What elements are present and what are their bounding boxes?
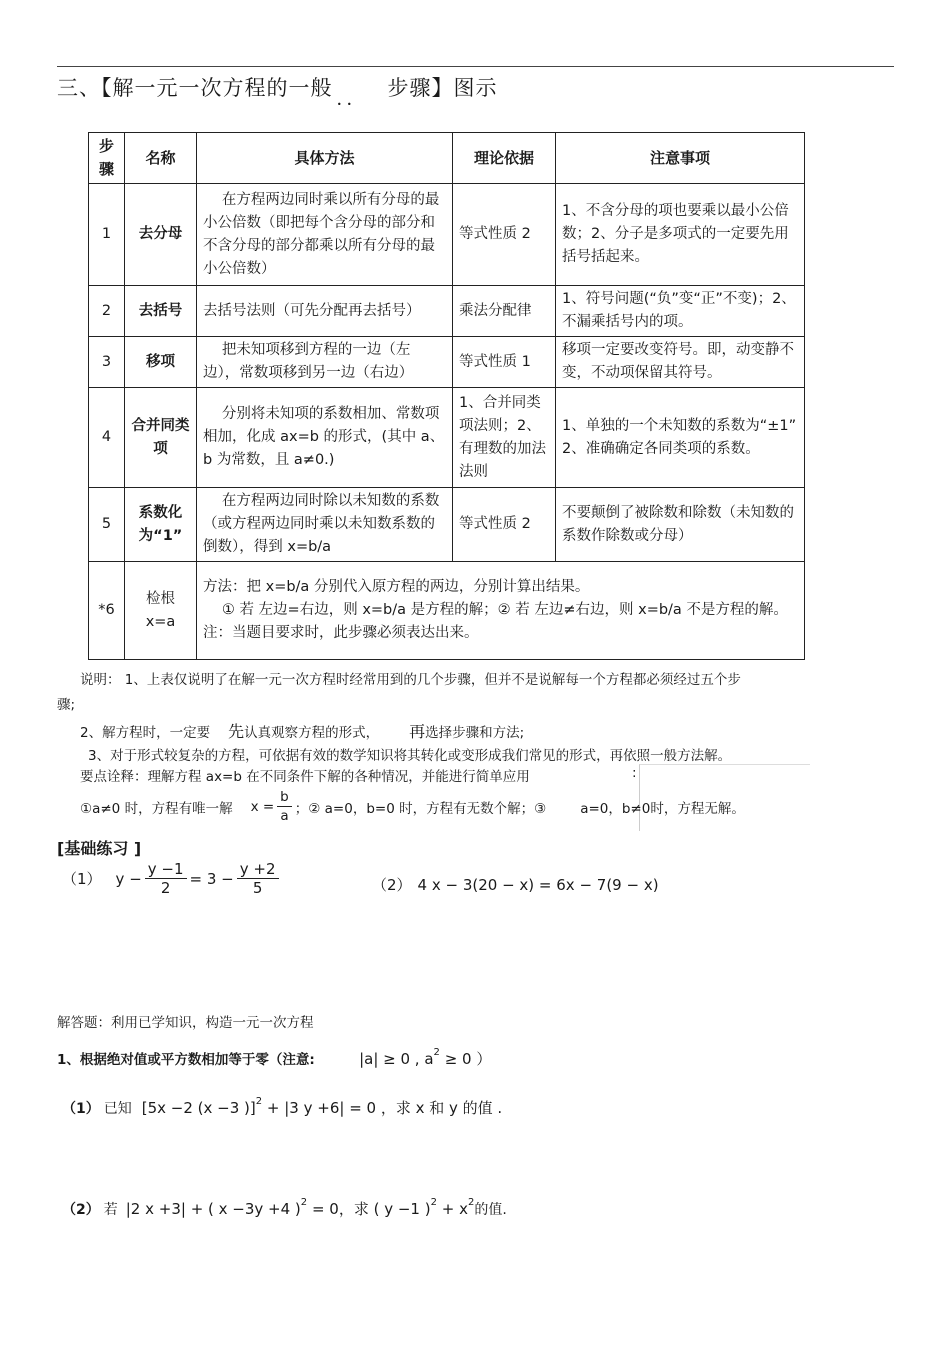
- header-note: 注意事项: [556, 133, 805, 184]
- question-1: [57, 1048, 491, 1069]
- step-name: 合并同类项: [125, 388, 197, 488]
- step-name: 移项: [125, 337, 197, 388]
- title-rest: 步骤】图示: [387, 76, 498, 100]
- subquestion-2-sup3: 2: [467, 1197, 475, 1208]
- subquestion-2-text: 若: [103, 1202, 118, 1218]
- step-method: [197, 562, 805, 660]
- practice-1-fraction-1: [145, 860, 187, 897]
- subquestion-2-math: |2 x +3| + ( x −3y +4 ): [125, 1200, 301, 1218]
- answers-intro: 解答题：利用已学知识，构造一元一次方程: [57, 1015, 314, 1031]
- note-2: [80, 719, 524, 742]
- practice-heading: [基础练习 ]: [57, 839, 142, 858]
- subquestion-1-math: [5x −2 (x −3 )]: [141, 1099, 256, 1117]
- table-row: [89, 184, 805, 286]
- note-1: 说明： 1、上表仅说明了在解一元一次方程时经常用到的几个步骤，但并不是说解每一个方程都必须经过五个步: [80, 672, 741, 688]
- header-step: 步骤: [89, 133, 125, 184]
- steps-table: [88, 132, 805, 660]
- question-1-text: 1、根据绝对值或平方数相加等于零（注意:: [57, 1052, 315, 1068]
- note-2-c: 认真观察方程的形式，: [244, 725, 380, 741]
- step-method: 分别将未知项的系数相加、常数项相加，化成 ax=b 的形式，(其中 a、b 为常数，且 a≠0.): [197, 388, 453, 488]
- fraction-denominator: a: [280, 808, 289, 824]
- subquestion-2-label: （2）: [62, 1202, 100, 1218]
- table-row: [89, 488, 805, 562]
- case-3: a=0，b≠0时，方程无解。: [580, 800, 745, 817]
- keypoint: 要点诠释：理解方程 ax=b 在不同条件下解的各种情况，并能进行简单应用: [80, 769, 530, 785]
- question-1-end: ≥ 0 ）: [439, 1050, 492, 1068]
- fraction-numerator: b: [277, 788, 292, 807]
- step-name: 系数化为“1”: [125, 488, 197, 562]
- fraction-denominator: 5: [252, 879, 263, 897]
- fraction-numerator: y −1: [145, 860, 187, 879]
- step-note: 1、单独的一个未知数的系数为“±1” 2、准确确定各同类项的系数。: [556, 388, 805, 488]
- table-row: [89, 286, 805, 337]
- case-1-fraction: [277, 788, 292, 825]
- step-basis: 等式性质 2: [453, 488, 556, 562]
- case-1: ①a≠0 时，方程有唯一解: [80, 800, 233, 817]
- step-name-sub: x=a: [145, 613, 176, 630]
- check-condition-line: ① 若 左边=右边，则 x=b/a 是方程的解；② 若 左边≠右边，则 x=b/a 不是方程的解。: [221, 602, 788, 618]
- practice-2: [372, 874, 659, 895]
- subquestion-2-sup2: 2: [430, 1197, 437, 1208]
- subquestion-1-math2: + |3 y +6| = 0 ，求 x 和 y 的值 .: [262, 1099, 503, 1117]
- note-3: 3、对于形式较复杂的方程，可依据有效的数学知识将其转化或变形成我们常见的形式，再依照一般方法解。: [88, 748, 732, 764]
- step-basis: 等式性质 1: [453, 337, 556, 388]
- table-row: [89, 337, 805, 388]
- practice-1-lhs: y −: [115, 869, 142, 888]
- check-remark-line: 注：当题目要求时，此步骤必须表达出来。: [203, 625, 479, 641]
- table-header-row: [89, 133, 805, 184]
- step-method: 去括号法则（可先分配再去括号）: [197, 286, 453, 337]
- note-2-a: 2、解方程时，一定要: [80, 725, 211, 741]
- subquestion-2-end: 的值.: [474, 1202, 507, 1218]
- step-number: 1: [89, 184, 125, 286]
- table-row: [89, 388, 805, 488]
- section-title: [57, 72, 498, 110]
- practice-2-label: （2）: [372, 876, 412, 894]
- note-2-e: 选择步骤和方法;: [425, 725, 525, 741]
- step-name-label: 检根: [146, 590, 175, 607]
- step-basis: 乘法分配律: [453, 286, 556, 337]
- step-name: 去括号: [125, 286, 197, 337]
- step-name: 去分母: [125, 184, 197, 286]
- question-1-sup: 2: [433, 1047, 440, 1058]
- step-note: 不要颠倒了被除数和除数（未知数的系数作除数或分母）: [556, 488, 805, 562]
- practice-1-fraction-2: [237, 860, 279, 897]
- step-name: [125, 562, 197, 660]
- practice-1-label: （1）: [62, 870, 102, 888]
- table-row: [89, 562, 805, 660]
- case-2: ；② a=0，b=0 时，方程有无数个解；③: [294, 800, 547, 817]
- subquestion-1: [62, 1097, 502, 1118]
- subquestion-2-math2: = 0，求 ( y −1 ): [307, 1200, 431, 1218]
- note-1-cont: 骤;: [57, 697, 76, 713]
- subquestion-1-text: 已知: [103, 1101, 132, 1117]
- step-note: 1、符号问题(“负”变“正”不变)；2、不漏乘括号内的项。: [556, 286, 805, 337]
- top-rule: [57, 66, 894, 67]
- subquestion-2: [62, 1198, 507, 1219]
- step-number: 4: [89, 388, 125, 488]
- step-note: 1、不含分母的项也要乘以最小公倍数；2、分子是多项式的一定要先用括号括起来。: [556, 184, 805, 286]
- step-basis: 等式性质 2: [453, 184, 556, 286]
- check-method-line: 方法：把 x=b/a 分别代入原方程的两边，分别计算出结果。: [203, 579, 590, 595]
- step-number: 5: [89, 488, 125, 562]
- question-1-math: |a| ≥ 0 , a: [359, 1050, 434, 1068]
- step-note: 移项一定要改变符号。即，动变静不变，不动项保留其符号。: [556, 337, 805, 388]
- step-number: 2: [89, 286, 125, 337]
- step-number: *6: [89, 562, 125, 660]
- header-method: 具体方法: [197, 133, 453, 184]
- title-dots: ．．: [336, 89, 366, 110]
- step-method: 在方程两边同时乘以所有分母的最小公倍数（即把每个含分母的部分和不含分母的部分都乘以所有分母的最小公倍数）: [197, 184, 453, 286]
- practice-1: [62, 860, 282, 897]
- subquestion-2-math3: + x: [436, 1200, 468, 1218]
- keypoint-colon: :: [632, 765, 637, 781]
- header-basis: 理论依据: [453, 133, 556, 184]
- fraction-numerator: y +2: [237, 860, 279, 879]
- step-number: 3: [89, 337, 125, 388]
- note-2-b: 先: [228, 722, 245, 741]
- title-text: 三、【解一元一次方程的一般: [57, 76, 333, 100]
- step-method: 在方程两边同时除以未知数的系数（或方程两边同时乘以未知数系数的倒数），得到 x=b/a: [197, 488, 453, 562]
- practice-2-equation: 4 x − 3(20 − x) = 6x − 7(9 − x): [417, 876, 659, 894]
- subquestion-2-sup: 2: [300, 1197, 308, 1208]
- fraction-denominator: 2: [160, 879, 171, 897]
- case-1-x: x =: [250, 798, 275, 815]
- step-method: 把未知项移到方程的一边（左边），常数项移到另一边（右边）: [197, 337, 453, 388]
- subquestion-1-label: （1）: [62, 1101, 100, 1117]
- practice-1-mid: = 3 −: [189, 869, 234, 888]
- header-name: 名称: [125, 133, 197, 184]
- subquestion-1-sup: 2: [255, 1096, 263, 1107]
- step-basis: 1、合并同类项法则；2、有理数的加法法则: [453, 388, 556, 488]
- solution-cases: [80, 788, 745, 825]
- note-2-d: 再: [409, 722, 426, 741]
